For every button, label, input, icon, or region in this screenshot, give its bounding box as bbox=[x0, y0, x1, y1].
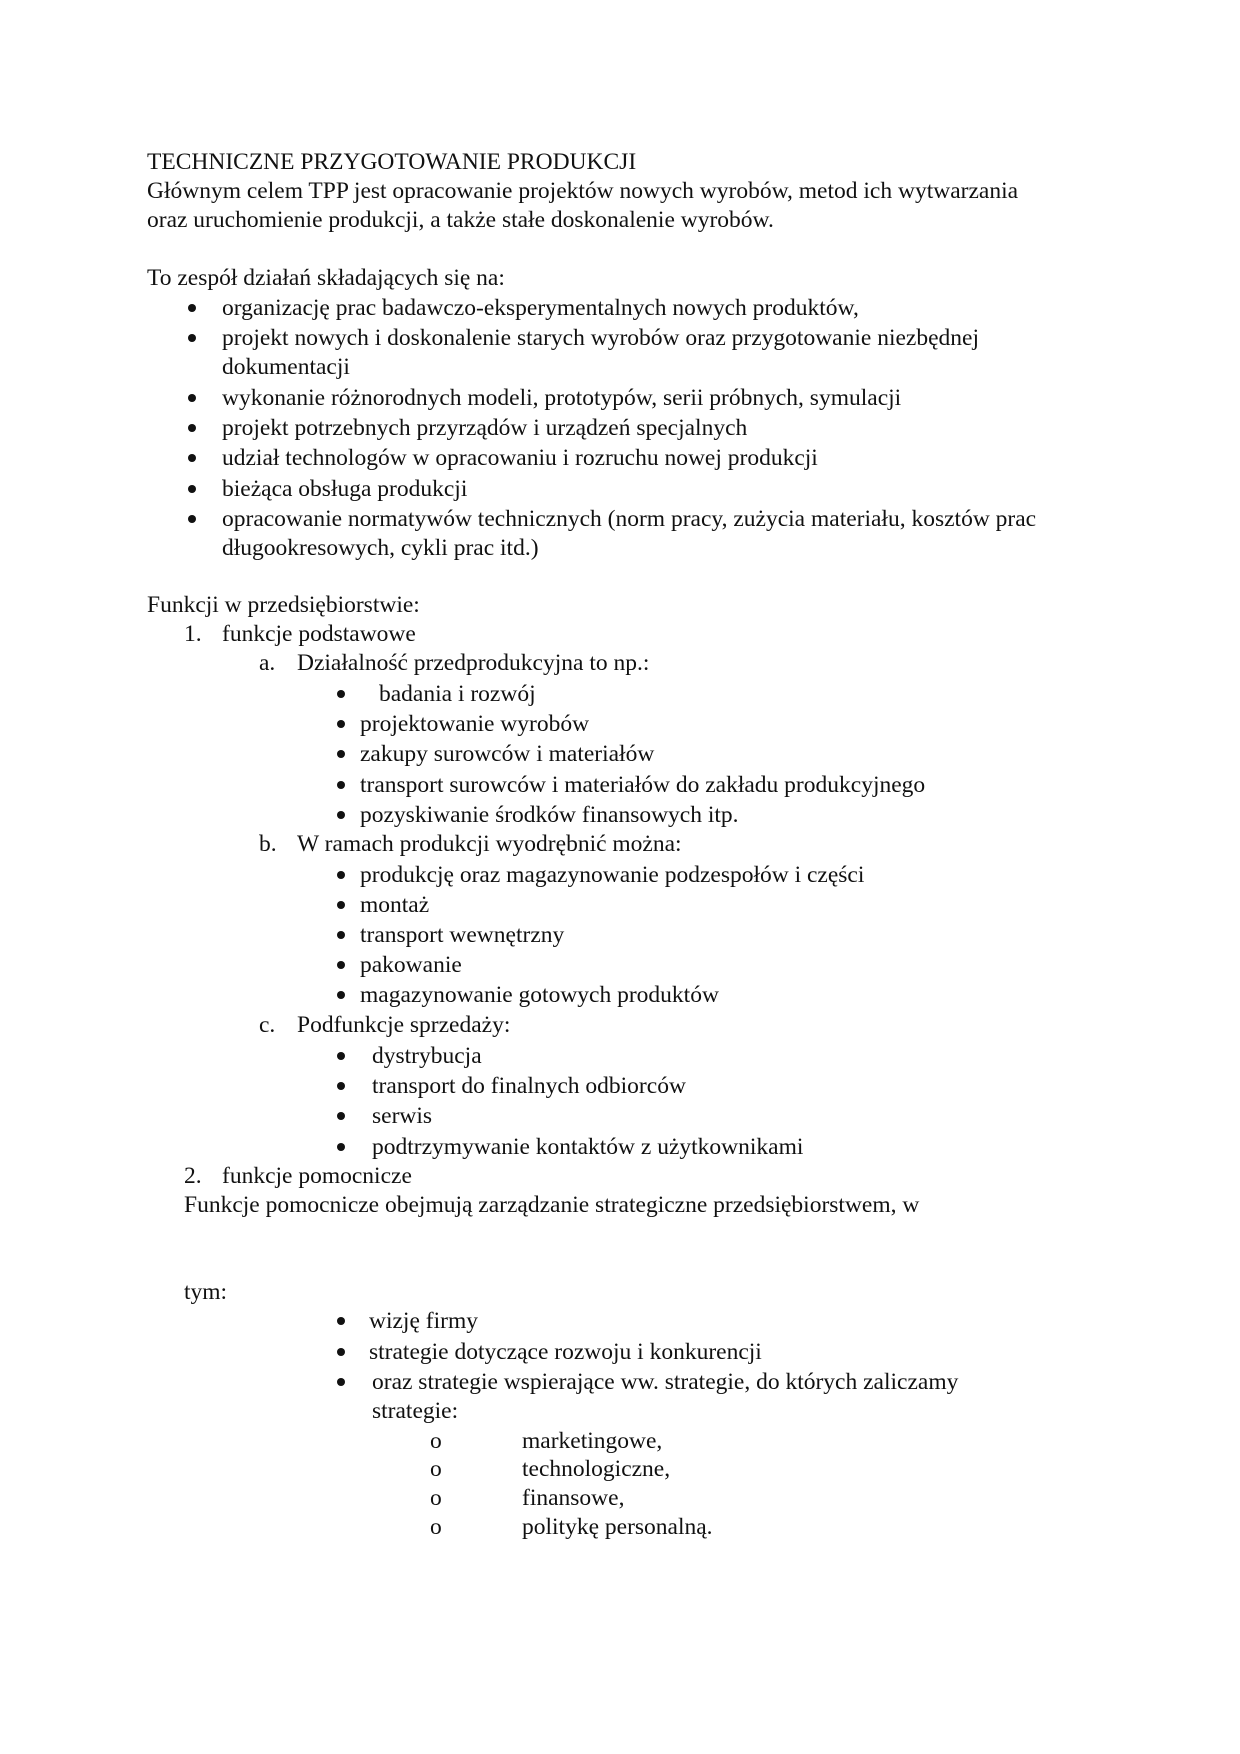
list-item: pakowanie bbox=[360, 952, 462, 978]
list-letter: c. bbox=[259, 1012, 276, 1038]
bullet-icon bbox=[188, 424, 196, 432]
list-item: finansowe, bbox=[522, 1485, 625, 1511]
list-item: wykonanie różnorodnych modeli, prototypów, serii próbnych, symulacji bbox=[222, 385, 902, 411]
list-item: zakupy surowców i materiałów bbox=[360, 741, 655, 767]
list-item: politykę personalną. bbox=[522, 1514, 713, 1540]
function-title: funkcje pomocnicze bbox=[222, 1163, 412, 1189]
list-item: wizję firmy bbox=[369, 1308, 478, 1334]
list-item: organizację prac badawczo-eksperymentalnych nowych produktów, bbox=[222, 295, 859, 321]
list-item: bieżąca obsługa produkcji bbox=[222, 476, 468, 502]
list-item: podtrzymywanie kontaktów z użytkownikami bbox=[372, 1134, 804, 1160]
circle-bullet-icon: o bbox=[430, 1514, 442, 1540]
list-item: udział technologów w opracowaniu i rozruchu nowej produkcji bbox=[222, 445, 818, 471]
bullet-icon bbox=[337, 871, 345, 879]
list-item: badania i rozwój bbox=[379, 681, 536, 707]
list-item: opracowanie normatywów technicznych (norm pracy, zużycia materiału, kosztów prac bbox=[222, 506, 1037, 532]
list-item: transport surowców i materiałów do zakładu produkcyjnego bbox=[360, 772, 926, 798]
list-item: projektowanie wyrobów bbox=[360, 711, 590, 737]
paragraph: tym: bbox=[184, 1279, 228, 1305]
list-item-cont: strategie: bbox=[372, 1398, 459, 1424]
circle-bullet-icon: o bbox=[430, 1428, 442, 1454]
bullet-icon bbox=[337, 720, 345, 728]
list-item: transport wewnętrzny bbox=[360, 922, 565, 948]
list-item: pozyskiwanie środków finansowych itp. bbox=[360, 802, 739, 828]
bullet-icon bbox=[188, 304, 196, 312]
list-item: serwis bbox=[372, 1103, 433, 1129]
bullet-icon bbox=[337, 931, 345, 939]
bullet-icon bbox=[337, 690, 345, 698]
list-item: dystrybucja bbox=[372, 1043, 482, 1069]
bullet-icon bbox=[188, 515, 196, 523]
list-item: projekt potrzebnych przyrządów i urządzeń specjalnych bbox=[222, 415, 748, 441]
list-item: transport do finalnych odbiorców bbox=[372, 1073, 686, 1099]
bullet-icon bbox=[337, 961, 345, 969]
list-number: 2. bbox=[184, 1163, 202, 1189]
list-item-cont: dokumentacji bbox=[222, 354, 350, 380]
list-item: technologiczne, bbox=[522, 1456, 671, 1482]
list-item: strategie dotyczące rozwoju i konkurencji bbox=[369, 1339, 762, 1365]
bullet-icon bbox=[188, 394, 196, 402]
list-item: produkcję oraz magazynowanie podzespołów i części bbox=[360, 862, 865, 888]
list-item: magazynowanie gotowych produktów bbox=[360, 982, 719, 1008]
bullet-icon bbox=[337, 1112, 345, 1120]
bullet-icon bbox=[337, 1317, 345, 1325]
list-item: projekt nowych i doskonalenie starych wyrobów oraz przygotowanie niezbędnej bbox=[222, 325, 979, 351]
bullet-icon bbox=[188, 454, 196, 462]
subsection-title: Podfunkcje sprzedaży: bbox=[297, 1012, 511, 1038]
list-item: montaż bbox=[360, 892, 430, 918]
circle-bullet-icon: o bbox=[430, 1485, 442, 1511]
bullet-icon bbox=[337, 991, 345, 999]
function-title: funkcje podstawowe bbox=[222, 621, 416, 647]
list-item-cont: długookresowych, cykli prac itd.) bbox=[222, 535, 539, 561]
bullet-icon bbox=[337, 1348, 345, 1356]
list-letter: a. bbox=[259, 650, 276, 676]
subsection-title: Działalność przedprodukcyjna to np.: bbox=[297, 650, 650, 676]
bullet-icon bbox=[337, 1143, 345, 1151]
list-letter: b. bbox=[259, 831, 277, 857]
paragraph: Funkcje pomocnicze obejmują zarządzanie strategiczne przedsiębiorstwem, w bbox=[184, 1192, 920, 1218]
bullet-icon bbox=[188, 485, 196, 493]
intro-line: Głównym celem TPP jest opracowanie projektów nowych wyrobów, metod ich wytwarzania bbox=[147, 178, 1019, 204]
bullet-icon bbox=[337, 1052, 345, 1060]
bullet-icon bbox=[337, 781, 345, 789]
list-item: marketingowe, bbox=[522, 1428, 663, 1454]
circle-bullet-icon: o bbox=[430, 1456, 442, 1482]
bullet-icon bbox=[337, 901, 345, 909]
subsection-title: W ramach produkcji wyodrębnić można: bbox=[297, 831, 682, 857]
intro-line: oraz uruchomienie produkcji, a także stałe doskonalenie wyrobów. bbox=[147, 207, 774, 233]
bullet-icon bbox=[337, 750, 345, 758]
functions-heading: Funkcji w przedsiębiorstwie: bbox=[147, 592, 420, 618]
bullet-icon bbox=[337, 1378, 345, 1386]
list-item: oraz strategie wspierające ww. strategie, do których zaliczamy bbox=[372, 1369, 959, 1395]
document-title: TECHNICZNE PRZYGOTOWANIE PRODUKCJI bbox=[147, 149, 637, 175]
bullet-icon bbox=[337, 1082, 345, 1090]
bullet-icon bbox=[337, 811, 345, 819]
list-number: 1. bbox=[184, 621, 202, 647]
bullet-icon bbox=[188, 334, 196, 342]
activities-heading: To zespół działań składających się na: bbox=[147, 265, 505, 291]
